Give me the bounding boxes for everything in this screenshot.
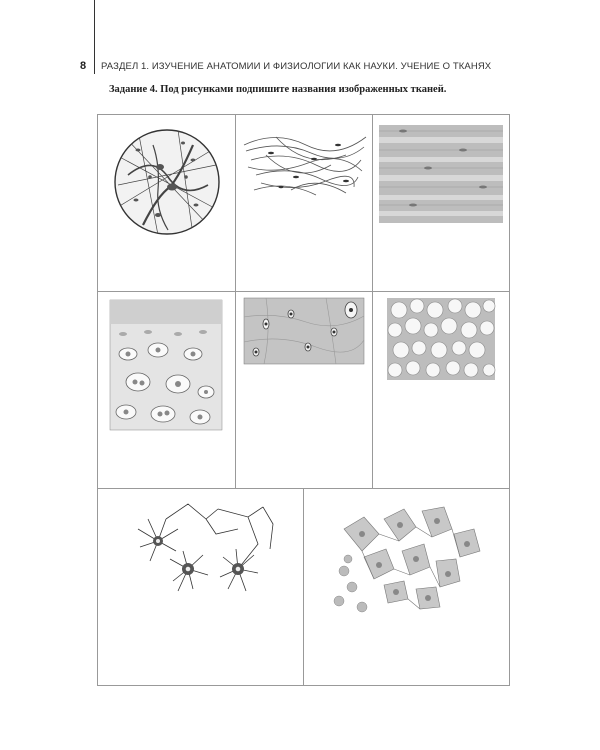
bone-tissue-icon [236, 292, 373, 489]
tissue-grid [97, 114, 510, 686]
striated-muscle-tissue-icon [373, 115, 509, 292]
grid-cell-3[interactable] [373, 115, 509, 292]
page-number: 8 [80, 60, 87, 72]
grid-cell-2[interactable] [236, 115, 373, 292]
reticular-tissue-icon [304, 489, 509, 685]
section-title: РАЗДЕЛ 1. ИЗУЧЕНИЕ АНАТОМИИ И ФИЗИОЛОГИИ КАК НАУКИ. УЧЕНИЕ О ТКАНЯХ [101, 61, 492, 72]
hyaline-cartilage-icon [98, 292, 236, 489]
task-instruction: Задание 4. Под рисунками подпишите названия изображенных тканей. [109, 84, 447, 95]
adipose-tissue-icon [373, 292, 509, 489]
header-vertical-line [94, 0, 95, 74]
dense-fibrous-tissue-icon [236, 115, 373, 292]
grid-cell-7[interactable] [98, 489, 304, 685]
nerve-cells-icon [98, 489, 304, 685]
loose-connective-tissue-icon [98, 115, 236, 292]
grid-cell-1[interactable] [98, 115, 236, 292]
grid-cell-4[interactable] [98, 292, 236, 489]
grid-cell-8[interactable] [304, 489, 509, 685]
grid-cell-6[interactable] [373, 292, 509, 489]
grid-cell-5[interactable] [236, 292, 373, 489]
